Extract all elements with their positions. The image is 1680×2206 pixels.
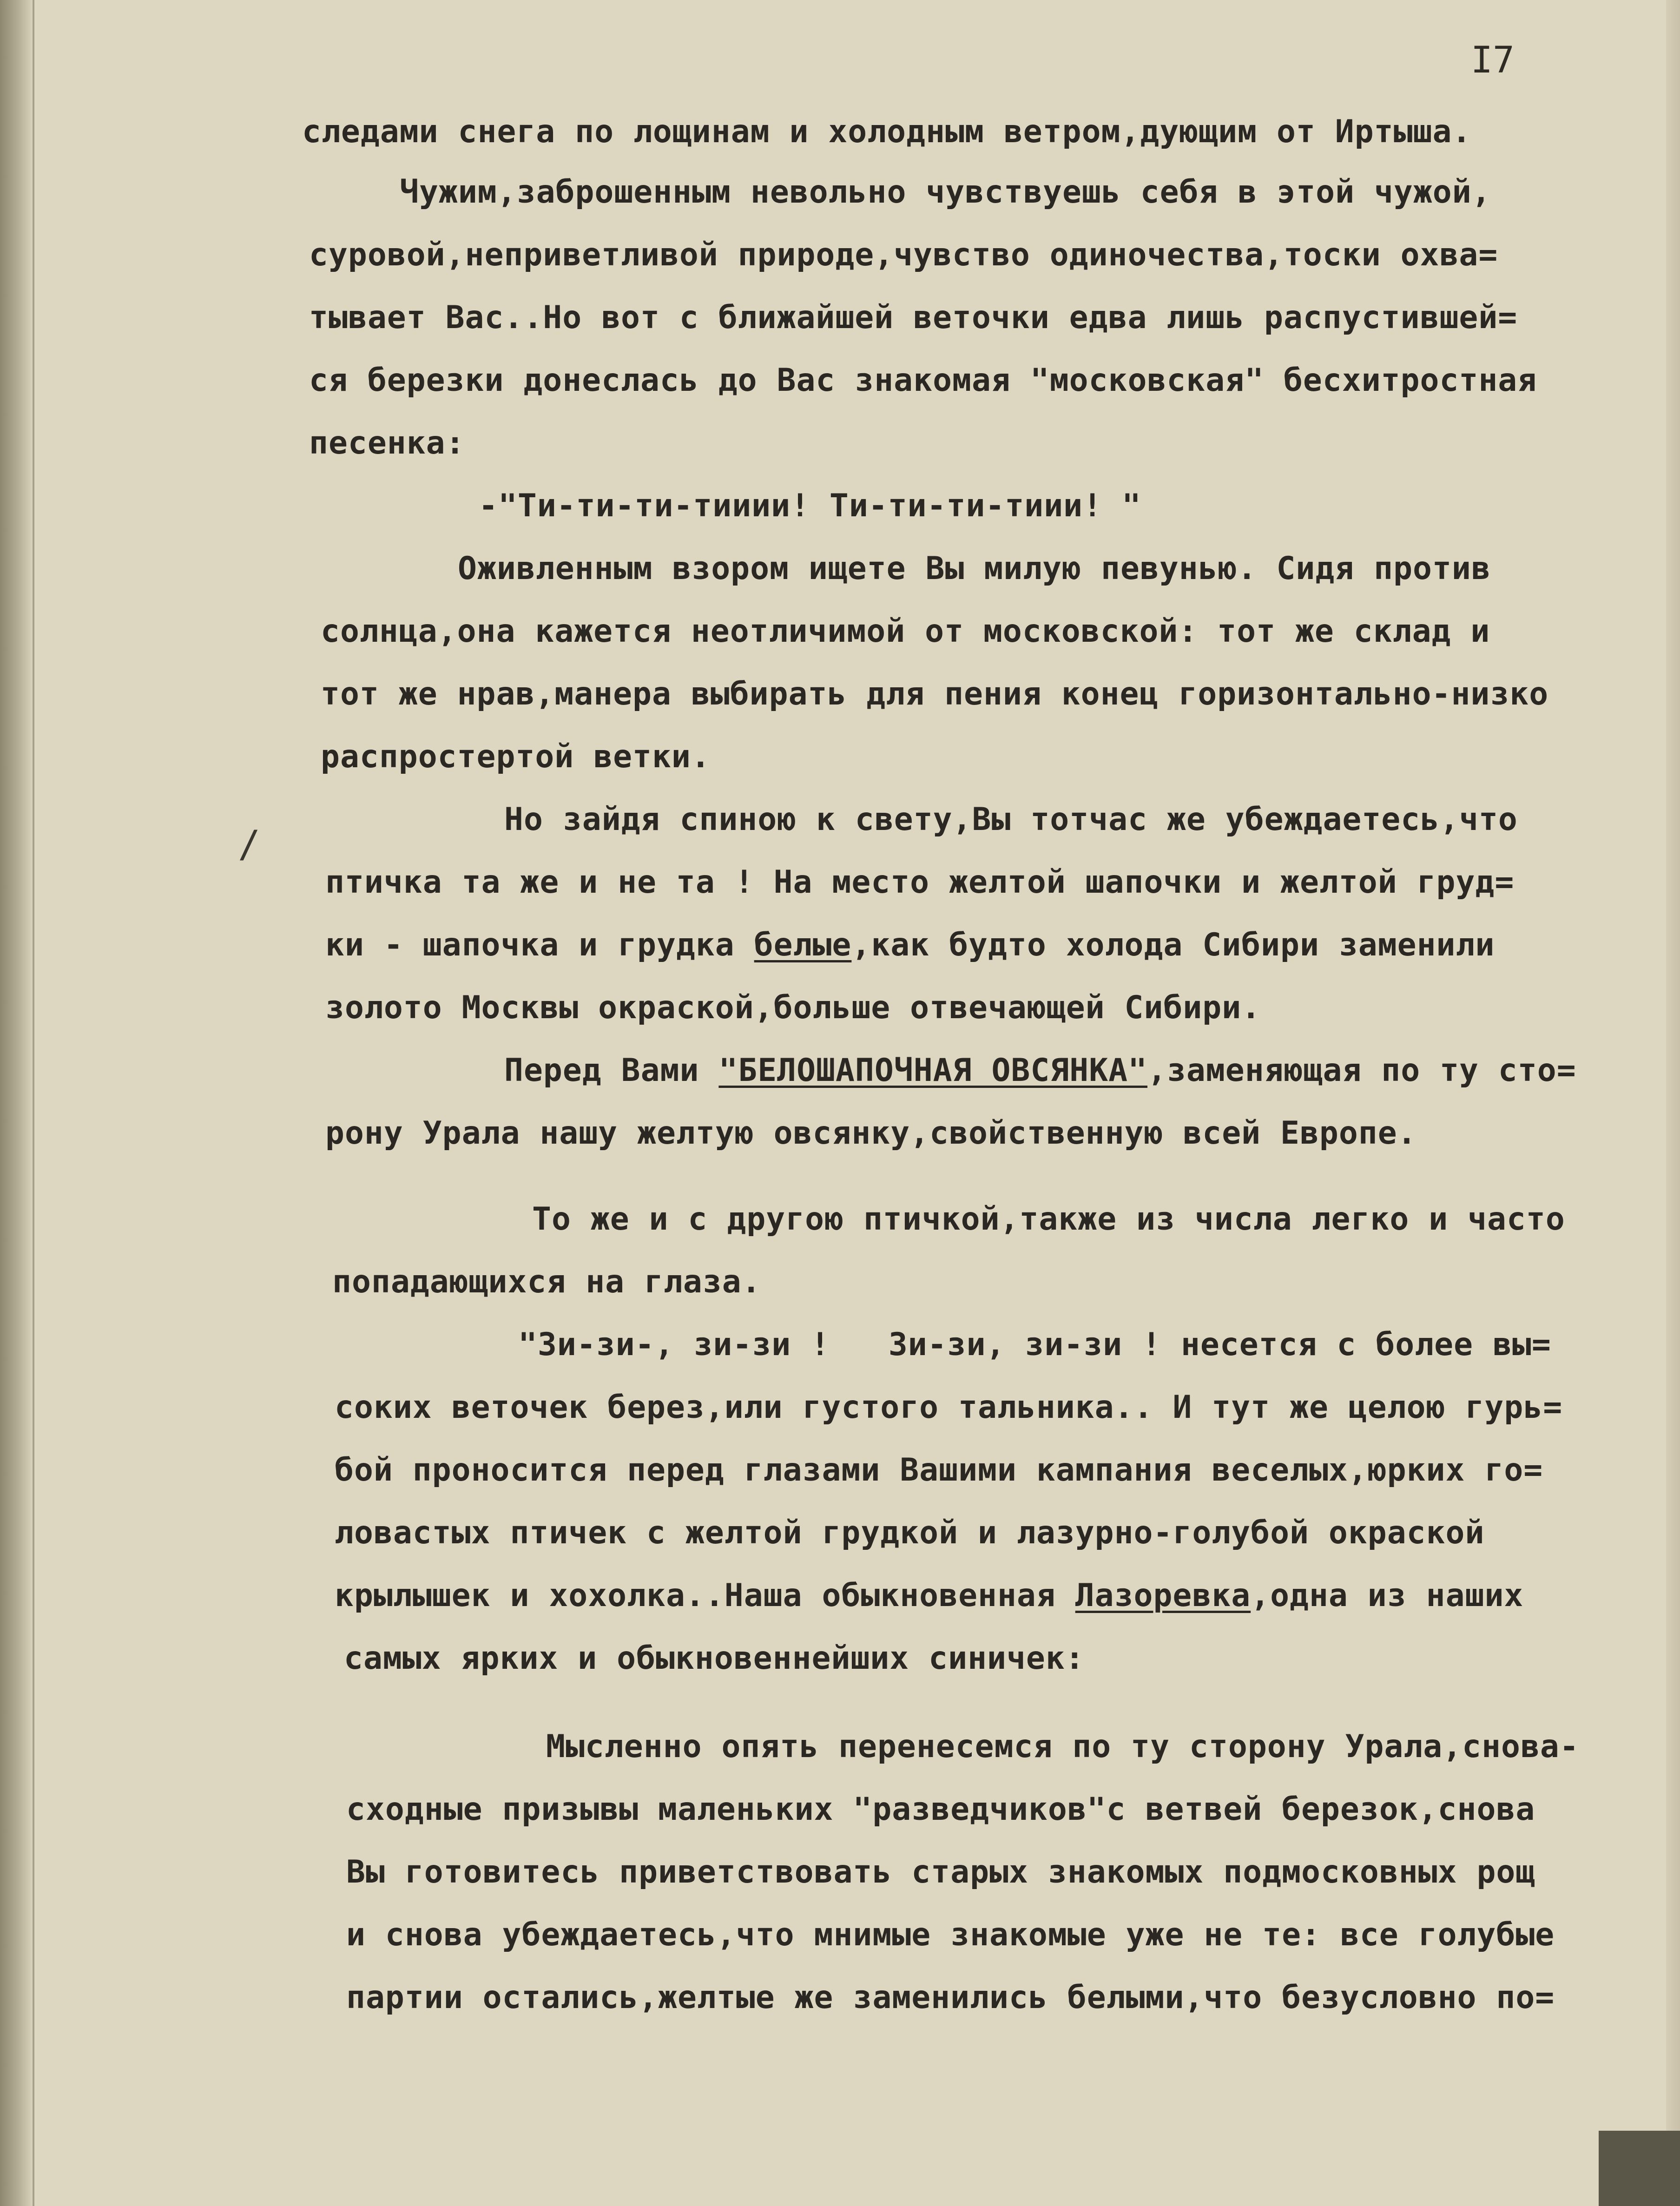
text-line: рону Урала нашу желтую овсянку,свойственную всей Европе. (325, 1115, 1417, 1152)
text-line: бой проносится перед глазами Вашими кампания веселых,юрких го= (335, 1452, 1543, 1488)
text-line: ки - шапочка и грудка белые,как будто холода Сибири заменили (325, 927, 1495, 963)
text-line: золото Москвы окраской,больше отвечающей Сибири. (325, 989, 1261, 1026)
binding-crease (33, 0, 34, 2206)
bird-song-quote: -"Ти-ти-ти-тииии! Ти-ти-ти-тиии! " (479, 487, 1141, 524)
binding-edge (0, 0, 33, 2206)
text-line: попадающихся на глаза. (332, 1264, 761, 1300)
underlined-word: белые (754, 927, 852, 963)
paragraph-start: Но зайдя спиною к свету,Вы тотчас же убеждаетесь,что (504, 801, 1518, 838)
text-line: и снова убеждаетесь,что мнимые знакомые уже не те: все голубые (346, 1916, 1555, 1953)
text-line: птичка та же и не та ! На место желтой шапочки и желтой груд= (325, 864, 1515, 901)
text-line: самых ярких и обыкновеннейших синичек: (344, 1640, 1085, 1677)
paragraph-start: То же и с другою птичкой,также из числа легко и часто (532, 1201, 1565, 1238)
paragraph-start: "Зи-зи-, зи-зи ! Зи-зи, зи-зи ! несется с более вы= (518, 1326, 1551, 1363)
text-line: сходные призывы маленьких "разведчиков"с ветвей березок,снова (346, 1791, 1535, 1828)
underlined-species-name: "БЕЛОШАПОЧНАЯ ОВСЯНКА" (718, 1052, 1148, 1089)
page-right-edge (1666, 0, 1680, 2206)
paragraph-start: Перед Вами "БЕЛОШАПОЧНАЯ ОВСЯНКА",заменяющая по ту сто= (504, 1052, 1576, 1089)
paragraph-start: Мысленно опять перенесемся по ту сторону Урала,снова- (546, 1728, 1579, 1765)
margin-pencil-mark: / (238, 823, 261, 866)
text-line: следами снега по лощинам и холодным ветром,дующим от Иртыша. (302, 113, 1472, 150)
text-line: распростертой ветки. (321, 738, 711, 775)
text-line: тот же нрав,манера выбирать для пения конец горизонтально-низко (321, 676, 1549, 712)
underlined-species-name: Лазоревка (1075, 1577, 1251, 1614)
text-line: Вы готовитесь приветствовать старых знакомых подмосковных рощ (346, 1854, 1535, 1890)
paragraph-start: Чужим,заброшенным невольно чувствуешь себя в этой чужой, (400, 174, 1491, 211)
text-line: тывает Вас..Но вот с ближайшей веточки едва лишь распустившей= (309, 299, 1518, 336)
underlying-sheet-corner (1599, 2131, 1680, 2206)
paragraph-start: Оживленным взором ищете Вы милую певунью. Сидя против (458, 550, 1491, 587)
text-line: песенка: (309, 425, 465, 461)
text-line: партии остались,желтые же заменились белыми,что безусловно по= (346, 1979, 1555, 2016)
text-line: суровой,неприветливой природе,чувство одиночества,тоски охва= (309, 237, 1498, 273)
page-number: I7 (1471, 40, 1515, 81)
text-line: солнца,она кажется неотличимой от московской: тот же склад и (321, 613, 1490, 650)
text-line: крылышек и хохолка..Наша обыкновенная Лазоревка,одна из наших (335, 1577, 1524, 1614)
text-line: соких веточек берез,или густого тальника.. И тут же целою гурь= (335, 1389, 1563, 1426)
text-line: ся березки донеслась до Вас знакомая "московская" бесхитростная (309, 362, 1537, 399)
text-line: ловастых птичек с желтой грудкой и лазурно-голубой окраской (335, 1515, 1485, 1551)
